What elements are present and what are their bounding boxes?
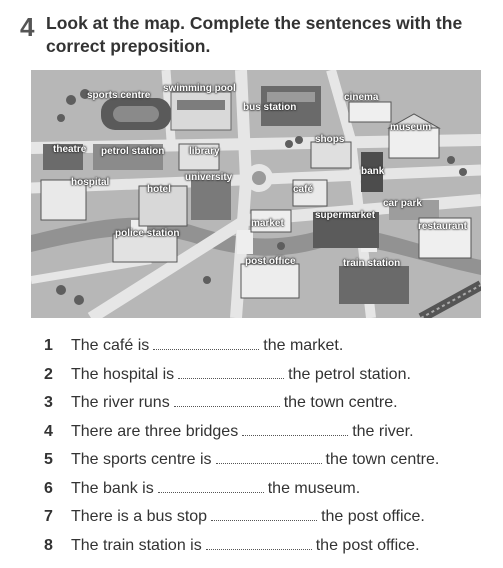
map-label-hospital: hospital (71, 177, 110, 188)
sentence-end: the post office. (321, 508, 425, 525)
map-label-library: library (189, 146, 220, 157)
answer-blank[interactable] (242, 421, 348, 436)
sentence-start: The river runs (71, 394, 170, 411)
sentence-start: The hospital is (71, 365, 175, 383)
map-label-market: market (251, 218, 284, 229)
answer-blank[interactable] (174, 392, 280, 407)
sentence-start: The sports centre is (71, 451, 212, 468)
sentence-start: There is a bus stop (71, 508, 208, 525)
sentence-number: 2 (44, 365, 53, 383)
sentence-1 (44, 334, 494, 363)
map-label-university: university (185, 172, 233, 183)
sentence-number: 7 (44, 508, 53, 525)
sentence-number: 3 (44, 394, 53, 411)
sentence-end: the market. (263, 337, 344, 354)
sentence-8 (44, 534, 494, 563)
sentence-number: 1 (44, 337, 53, 354)
sentence-end: the post office. (315, 536, 420, 554)
map-label-petrol-station: petrol station (101, 146, 165, 157)
sentence-start: The bank is (71, 479, 154, 497)
sentence-4 (44, 420, 494, 449)
map-label-sports-centre: sports centre (87, 90, 151, 101)
sentence-start: The café is (71, 337, 150, 354)
answer-blank[interactable] (206, 535, 312, 550)
sentence-end: the museum. (267, 479, 361, 497)
answer-blank[interactable] (153, 335, 259, 350)
sentence-7 (44, 505, 494, 534)
map-label-theatre: theatre (53, 144, 87, 155)
sentence-end: the river. (352, 422, 414, 440)
sentence-start: The train station is (71, 536, 202, 554)
map-label-car-park: car park (383, 198, 422, 209)
sentence-number: 6 (44, 479, 53, 497)
answer-blank[interactable] (158, 478, 264, 493)
map-label-train-station: train station (343, 258, 401, 269)
map-label-hotel: hotel (147, 184, 171, 195)
map-label-bus-station: bus station (243, 102, 297, 113)
map-label-bank: bank (361, 166, 385, 177)
map-label-cafe: café (293, 184, 314, 195)
exercise-number: 4 (20, 12, 35, 42)
map-label-swimming-pool: swimming pool (163, 83, 236, 94)
answer-blank[interactable] (211, 506, 317, 521)
map-label-cinema: cinema (344, 92, 379, 103)
exercise-instruction: Look at the map. Complete the sentences with the correct preposition. (46, 13, 463, 56)
map-label-museum: museum (390, 122, 432, 133)
sentence-end: the petrol station. (288, 365, 411, 383)
answer-blank[interactable] (178, 364, 284, 379)
sentence-list (44, 334, 494, 562)
map-label-police-station: police station (115, 228, 180, 239)
map-label-restaurant: restaurant (418, 221, 467, 232)
sentence-end: the town centre. (325, 451, 440, 468)
sentence-2 (44, 363, 494, 392)
sentence-start: There are three bridges (71, 422, 239, 440)
map-label-supermarket: supermarket (315, 210, 376, 221)
sentence-6 (44, 477, 494, 506)
town-map (31, 70, 481, 318)
sentence-number: 8 (44, 536, 53, 554)
sentence-number: 4 (44, 422, 53, 440)
sentence-number: 5 (44, 451, 53, 468)
sentence-3 (44, 391, 494, 420)
map-label-post-office: post office (245, 256, 296, 267)
sentence-end: the town centre. (283, 394, 398, 411)
map-label-shops: shops (315, 134, 345, 145)
answer-blank[interactable] (216, 449, 322, 464)
sentence-5 (44, 448, 494, 477)
